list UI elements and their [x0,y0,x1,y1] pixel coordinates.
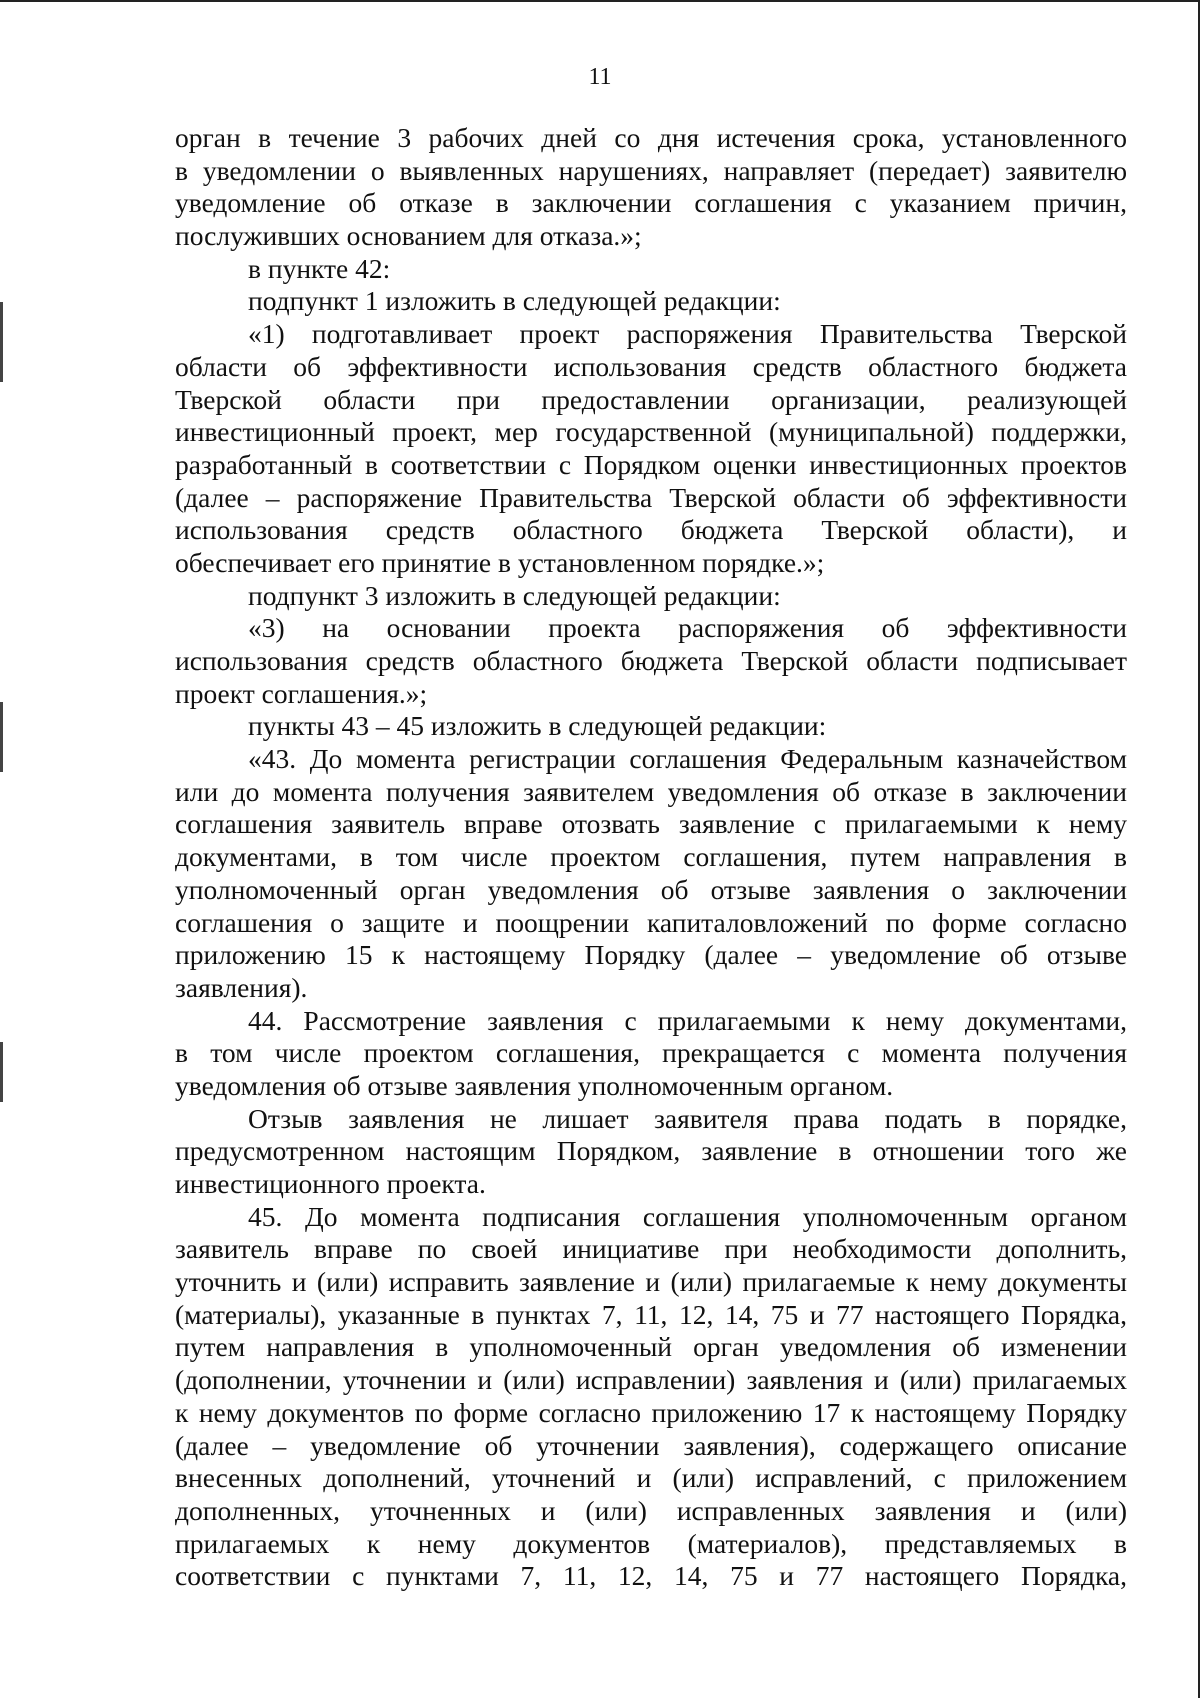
text-line: использования средств областного бюджета Тверской области подписывает [175,645,1127,676]
text-line: в том числе проектом соглашения, прекращается с момента получения [175,1037,1127,1069]
text-line: путем направления в уполномоченный орган уведомления об изменении [175,1331,1127,1363]
text-line: заявитель вправе по своей инициативе при необходимости дополнить, [175,1233,1127,1265]
text-line: в уведомлении о выявленных нарушениях, направляет (передает) заявителю [175,154,1127,186]
text-line: (далее – распоряжение Правительства Тверской области об эффективности [175,481,1127,513]
text-line: «1) подготавливает проект распоряжения Правительства Тверской [248,318,1127,350]
scan-edge-mark [0,1042,3,1102]
text-line: использования средств областного бюджета Тверской области), и [175,514,1127,546]
text-line: 44. Рассмотрение заявления с прилагаемыми к нему документами, [248,1004,1127,1036]
text-line: (дополнении, уточнении и (или) исправлении) заявления и (или) прилагаемых [175,1364,1127,1396]
text-line: прилагаемых к нему документов (материалов), представляемых в [175,1527,1127,1559]
text-line: (далее – уведомление об уточнении заявления), содержащего описание [175,1429,1127,1461]
text-line: заявления). [175,971,308,1003]
text-line: или до момента получения заявителем уведомления об отказе в заключении [175,775,1127,807]
text-line: 45. До момента подписания соглашения уполномоченным органом [248,1200,1127,1232]
text-line: обеспечивает его принятие в установленном порядке.»; [175,546,825,578]
text-line: подпункт 1 изложить в следующей редакции: [248,285,781,317]
text-line: соглашения заявитель вправе отозвать заявление с прилагаемыми к нему [175,808,1127,840]
page-number: 11 [588,64,612,90]
text-line: в пункте 42: [248,252,391,284]
text-line: соответствии с пунктами 7, 11, 12, 14, 75 и 77 настоящего Порядка, [175,1560,1127,1592]
text-line: разработанный в соответствии с Порядком оценки инвестиционных проектов [175,448,1127,480]
text-line: соглашения о защите и поощрении капиталовложений по форме согласно [175,906,1127,938]
scan-edge-mark [0,702,3,772]
text-line: Тверской области при предоставлении организации, реализующей [175,383,1127,415]
text-line: «3) на основании проекта распоряжения об эффективности [248,612,1127,644]
document-body [175,122,1127,1593]
text-line: проект соглашения.»; [175,677,428,709]
text-line: пункты 43 – 45 изложить в следующей редакции: [248,710,827,742]
text-line: приложению 15 к настоящему Порядку (далее – уведомление об отзыве [175,939,1127,971]
text-line: «43. До момента регистрации соглашения Федеральным казначейством [248,743,1127,775]
text-line: уполномоченный орган уведомления об отзыве заявления о заключении [175,873,1127,905]
text-line: (материалы), указанные в пунктах 7, 11, 12, 14, 75 и 77 настоящего Порядка, [175,1298,1127,1330]
text-line: внесенных дополнений, уточнений и (или) исправлений, с приложением [175,1462,1127,1494]
text-line: дополненных, уточненных и (или) исправленных заявления и (или) [175,1494,1127,1526]
text-line: уточнить и (или) исправить заявление и (или) прилагаемые к нему документы [175,1266,1127,1298]
text-line: подпункт 3 изложить в следующей редакции: [248,579,781,611]
text-line: инвестиционный проект, мер государственной (муниципальной) поддержки, [175,416,1127,448]
scan-edge-mark [0,302,3,382]
text-line: области об эффективности использования средств областного бюджета [175,350,1127,382]
text-line: к нему документов по форме согласно приложению 17 к настоящему Порядку [175,1396,1127,1428]
text-line: уведомление об отказе в заключении соглашения с указанием причин, [175,187,1127,219]
text-line: послуживших основанием для отказа.»; [175,220,642,252]
text-line: уведомления об отзыве заявления уполномоченным органом. [175,1069,894,1101]
text-line: орган в течение 3 рабочих дней со дня истечения срока, установленного [175,122,1127,153]
text-line: инвестиционного проекта. [175,1168,486,1199]
text-line: предусмотренном настоящим Порядком, заявление в отношении того же [175,1135,1127,1167]
text-line: документами, в том числе проектом соглашения, путем направления в [175,841,1127,873]
text-line: Отзыв заявления не лишает заявителя права подать в порядке, [248,1102,1127,1134]
